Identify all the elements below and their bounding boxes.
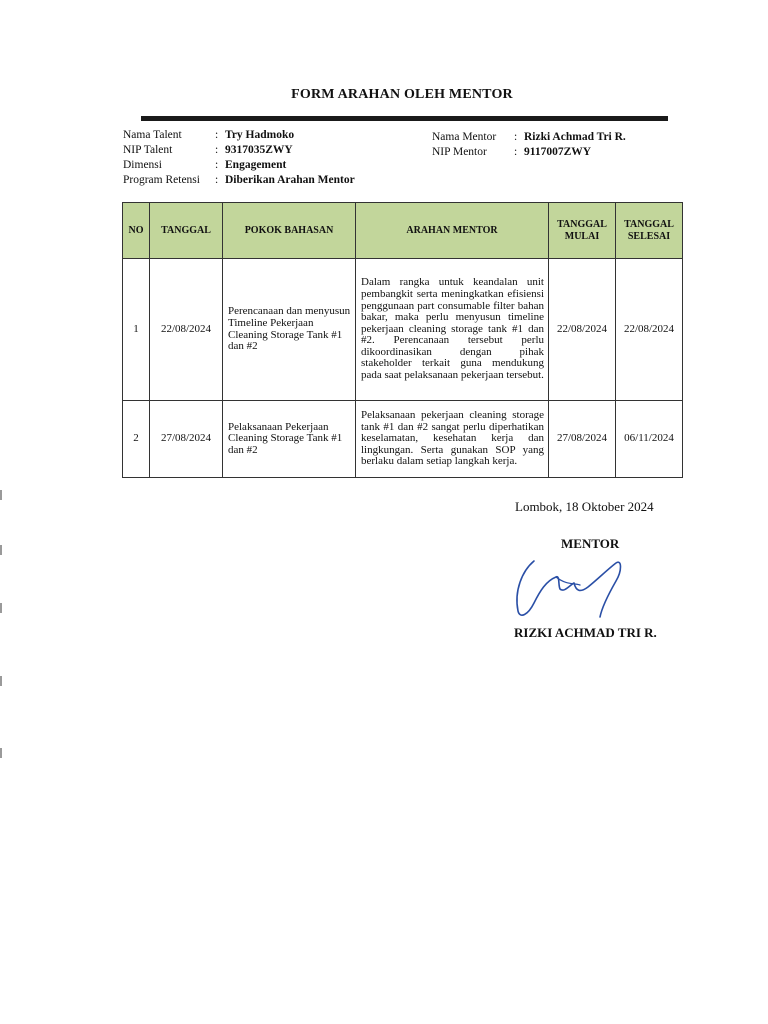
cell-arahan-mentor (356, 401, 549, 478)
arahan-text: Pelaksanaan pekerjaan cleaning storage tank #1 dan #2 sangat perlu diperhatikan keselamatan, kesehatan kerja dan lingkungan. Serta gunakan SOP yang berlaku dalam setiap langkah kerja. (361, 409, 544, 468)
info-value: Try Hadmoko (225, 129, 295, 141)
cell-tanggal-mulai: 27/08/2024 (549, 401, 616, 478)
scan-mark (0, 603, 2, 613)
arahan-text: Dalam rangka untuk keandalan unit pembangkit serta meningkatkan efisiensi penggunaan part consumable filter bahan bakar, maka perlu menyusun timeline pekerjaan cleaning storage tank #1 dan #2. Perencanaan tersebut perlu dikoordinasikan dengan pihak stakeholder terkait guna mendukung pada saat pelaksanaan pekerjaan tersebut. (361, 276, 544, 382)
info-label: NIP Mentor (432, 146, 487, 158)
info-label: Nama Mentor (432, 131, 497, 143)
scan-mark (0, 676, 2, 686)
cell-tanggal: 22/08/2024 (150, 259, 223, 401)
info-colon: : (215, 129, 219, 141)
info-label: Dimensi (123, 159, 162, 171)
col-header-tanggal: TANGGAL (150, 203, 223, 259)
signature-icon (508, 555, 638, 623)
cell-no: 2 (123, 401, 150, 478)
col-header-tanggal-mulai: TANGGAL MULAI (549, 203, 616, 259)
info-colon: : (215, 174, 219, 186)
info-label: Nama Talent (123, 129, 182, 141)
info-colon: : (215, 144, 219, 156)
cell-tanggal-selesai: 22/08/2024 (616, 259, 683, 401)
mentor-name-signature: RIZKI ACHMAD TRI R. (514, 625, 657, 640)
mentor-nip-row (432, 145, 626, 160)
table-header-row (123, 203, 683, 259)
col-header-pokok-bahasan: POKOK BAHASAN (223, 203, 356, 259)
col-header-arahan-mentor: ARAHAN MENTOR (356, 203, 549, 259)
info-value: Engagement (225, 159, 287, 171)
cell-no: 1 (123, 259, 150, 401)
table-row (123, 259, 683, 401)
cell-tanggal: 27/08/2024 (150, 401, 223, 478)
cell-pokok-bahasan: Pelaksanaan Pekerjaan Cleaning Storage Tank #1 dan #2 (223, 401, 356, 478)
info-colon: : (514, 146, 518, 158)
talent-program-row (123, 173, 355, 188)
col-header-tanggal-selesai: TANGGAL SELESAI (616, 203, 683, 259)
scan-mark (0, 490, 2, 500)
scan-mark (0, 748, 2, 758)
info-value: Diberikan Arahan Mentor (225, 174, 355, 186)
talent-dimensi-row (123, 158, 355, 173)
cell-tanggal-mulai: 22/08/2024 (549, 259, 616, 401)
form-title: FORM ARAHAN OLEH MENTOR (291, 87, 513, 102)
info-colon: : (514, 131, 518, 143)
info-value: 9117007ZWY (524, 146, 592, 158)
place-date: Lombok, 18 Oktober 2024 (515, 499, 654, 514)
cell-tanggal-selesai: 06/11/2024 (616, 401, 683, 478)
mentor-info (432, 130, 626, 160)
info-value: Rizki Achmad Tri R. (524, 131, 626, 143)
table-row (123, 401, 683, 478)
title-rule (141, 116, 668, 121)
col-header-no: NO (123, 203, 150, 259)
cell-pokok-bahasan: Perencanaan dan menyusun Timeline Pekerjaan Cleaning Storage Tank #1 dan #2 (223, 259, 356, 401)
talent-info (123, 128, 355, 188)
info-value: 9317035ZWY (225, 144, 293, 156)
info-label: Program Retensi (123, 174, 200, 186)
scan-mark (0, 545, 2, 555)
mentor-heading: MENTOR (561, 536, 620, 551)
talent-name-row (123, 128, 355, 143)
info-label: NIP Talent (123, 144, 173, 156)
info-colon: : (215, 159, 219, 171)
mentor-name-row (432, 130, 626, 145)
talent-nip-row (123, 143, 355, 158)
cell-arahan-mentor (356, 259, 549, 401)
arahan-table (122, 202, 683, 478)
